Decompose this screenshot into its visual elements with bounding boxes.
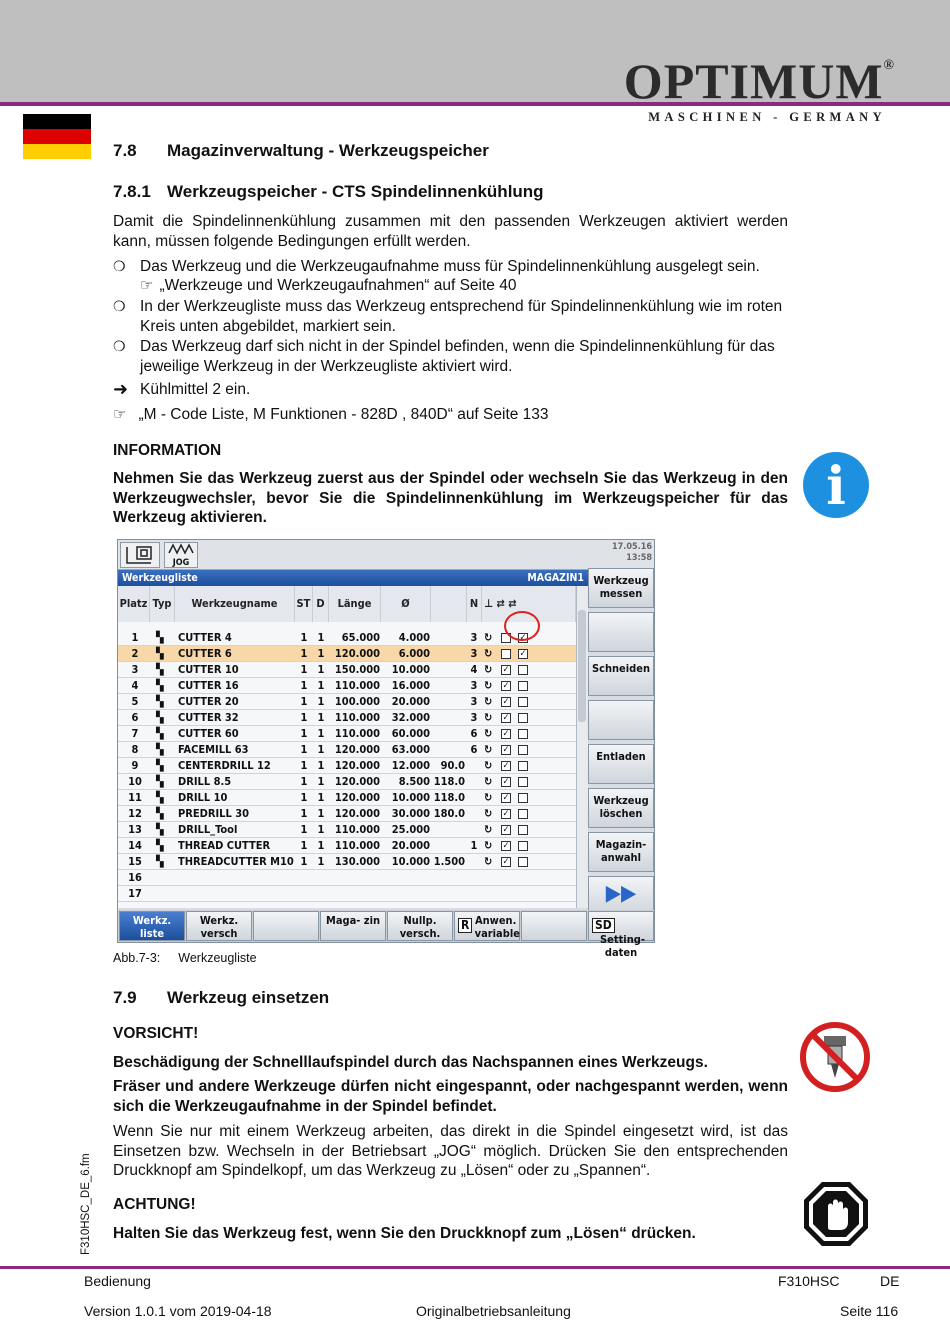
tool-type-icon: ▚ [156,695,164,708]
table-cell: 8.500 [398,775,430,788]
coolant-1-checkbox[interactable]: ✓ [502,697,510,707]
table-cell: CUTTER 6 [178,647,232,660]
table-cell: 1 [317,711,325,724]
table-cell: 120.000 [334,791,380,804]
table-cell: CUTTER 32 [178,711,239,724]
table-cell: 100.000 [334,695,380,708]
jog-mode-button[interactable]: JOG [164,542,198,568]
table-cell: 1 [300,759,308,772]
column-header: Typ [150,586,175,622]
list-item: ❍ Das Werkzeug und die Werkzeugaufnahme muss für Spindelinnenkühlung ausgelegt sein. [113,258,760,275]
softkey-label: Setting- daten [600,933,645,959]
table-cell: 5 [131,695,139,708]
table-cell: 63.000 [391,743,430,756]
vertical-softkeys [588,568,654,908]
table-cell: 20.000 [391,695,430,708]
table-row[interactable] [118,774,576,790]
table-cell: 1 [300,679,308,692]
tool-type-icon: ▚ [156,839,164,852]
table-cell: 20.000 [391,839,430,852]
softkey-horizontal[interactable] [387,911,453,941]
coolant-2-checkbox[interactable] [518,809,528,819]
spindle-direction-icon: ↻ [484,679,493,692]
softkey-horizontal[interactable] [521,911,587,941]
table-cell: 1 [470,839,478,852]
pointing-hand-icon: ☞ [113,406,127,423]
table-cell: CUTTER 20 [178,695,239,708]
table-cell: 6 [470,743,478,756]
cross-reference[interactable]: ☞ „M - Code Liste, M Funktionen - 828D , 840D“ auf Seite 133 [113,406,549,423]
table-cell: 15 [128,855,142,868]
softkey-horizontal[interactable] [454,911,520,941]
table-cell: 1 [300,775,308,788]
coolant-2-checkbox[interactable] [518,825,528,835]
footer-version: Version 1.0.1 vom 2019-04-18 [84,1303,272,1319]
column-header: Werkzeugname [175,586,295,622]
spindle-direction-icon: ↻ [484,663,493,676]
spindle-direction-icon: ↻ [484,759,493,772]
table-cell: THREADCUTTER M10 [178,855,294,868]
column-header: Platz [118,586,150,622]
table-cell: 110.000 [334,679,380,692]
table-cell: 3 [470,695,478,708]
table-cell: 6.000 [398,647,430,660]
table-cell: DRILL 10 [178,791,228,804]
softkey-label: Nullp. versch. [399,914,441,940]
coolant-2-checkbox[interactable] [518,697,528,707]
document-file-code: F310HSC_DE_6.fm [80,1153,92,1255]
table-cell: 118.0 [433,775,465,788]
table-cell: 12.000 [391,759,430,772]
softkey-label: Maga- zin [325,914,381,927]
footer-page: Seite 116 [840,1303,899,1319]
table-cell: 3 [470,631,478,644]
table-cell: 120.000 [334,743,380,756]
coolant-1-checkbox[interactable]: ✓ [502,825,510,835]
table-row[interactable] [118,870,576,886]
table-cell: 11 [128,791,142,804]
coolant-2-checkbox[interactable] [518,793,528,803]
body-paragraph: Wenn Sie nur mit einem Werkzeug arbeiten, das direkt in die Spindel eingesetzt wird, ist das Einsetzen bzw. Wechseln in der Betriebsart „JOG“ möglich. Drücken Sie den entsprechenden Druckknopf am Spindelkopf, um das Werkzeug zu „Lösen“ oder zu „Spannen“. [113,1123,788,1179]
table-cell: 10.000 [391,791,430,804]
table-cell: 1 [131,631,139,644]
information-icon: i [803,452,869,518]
table-cell: 7 [131,727,139,740]
table-cell: 60.000 [391,727,430,740]
spindle-direction-icon: ↻ [484,839,493,852]
column-header [431,586,467,622]
table-row[interactable] [118,678,576,694]
table-cell: 4 [470,663,478,676]
machine-icon[interactable] [120,542,160,568]
table-cell: 1 [300,823,308,836]
softkey-label: Anwen. variable [474,914,520,940]
table-row[interactable] [118,838,576,854]
table-cell: CENTERDRILL 12 [178,759,271,772]
table-cell: 1 [317,775,325,788]
arrow-right-icon: ➜ [113,379,129,399]
softkey-vertical[interactable]: ▶▶ [588,876,654,916]
table-cell: 1 [300,743,308,756]
softkey-horizontal[interactable] [119,911,185,941]
column-header: Länge [329,586,381,622]
section-heading-7-8: 7.8 Magazinverwaltung - Werkzeugspeicher [113,141,489,160]
coolant-1-checkbox[interactable]: ✓ [502,777,510,787]
table-cell: 110.000 [334,839,380,852]
table-cell: 3 [470,711,478,724]
table-cell: 1 [317,695,325,708]
table-cell: 10.000 [391,855,430,868]
coolant-2-checkbox[interactable] [518,777,528,787]
spindle-direction-icon: ↻ [484,743,493,756]
table-cell: 10 [128,775,142,788]
coolant-header-icons: ⊥ ⇄ ⇄ [482,586,576,622]
softkey-horizontal[interactable] [186,911,252,941]
table-cell: THREAD CUTTER [178,839,271,852]
screen-datetime: 17.05.16 13:58 [612,542,652,563]
softkey-vertical[interactable]: Entladen [588,744,654,784]
table-cell: 10.000 [391,663,430,676]
table-cell: 1 [300,631,308,644]
column-header: Ø [381,586,431,622]
table-cell: 1 [300,663,308,676]
german-flag-icon [23,114,91,159]
table-cell: 1 [317,759,325,772]
brand-tagline: MASCHINEN - GERMANY [648,110,886,124]
tool-type-icon: ▚ [156,759,164,772]
softkey-vertical[interactable] [588,700,654,740]
table-cell: 1 [317,839,325,852]
table-cell: 13 [128,823,142,836]
coolant-2-checkbox[interactable]: ✓ [519,633,527,643]
table-cell: 1 [317,727,325,740]
table-cell: 1 [317,679,325,692]
table-row[interactable] [118,854,576,870]
table-cell: 1 [317,631,325,644]
tool-type-icon: ▚ [156,631,164,644]
footer-doc-type: Originalbetriebsanleitung [416,1303,571,1319]
table-cell: 4 [131,679,139,692]
softkey-horizontal[interactable] [320,911,386,941]
table-cell: 120.000 [334,775,380,788]
spindle-direction-icon: ↻ [484,631,493,644]
attention-label: ACHTUNG! [113,1196,196,1213]
table-cell: 120.000 [334,807,380,820]
table-cell: 180.0 [433,807,465,820]
softkey-label: Werkz. versch [199,914,239,940]
footer-chapter: Bedienung [84,1273,151,1289]
table-cell: 16 [128,871,142,884]
list-item: ❍ In der Werkzeugliste muss das Werkzeug entsprechend für Spindelinnenkühlung wie im roten Kreis unten abgebildet, markiert sein. [113,298,783,335]
coolant-2-checkbox[interactable]: ✓ [519,649,527,659]
table-cell: CUTTER 60 [178,727,239,740]
table-cell: 4.000 [398,631,430,644]
table-cell: 1 [317,807,325,820]
table-cell: 1.500 [433,855,465,868]
coolant-1-checkbox[interactable] [501,649,511,659]
softkey-vertical[interactable] [588,612,654,652]
tool-type-icon: ▚ [156,647,164,660]
coolant-1-checkbox[interactable]: ✓ [502,761,510,771]
table-cell: 120.000 [334,647,380,660]
softkey-label: Werkz. liste [132,914,172,940]
table-cell: 6 [131,711,139,724]
table-cell: 32.000 [391,711,430,724]
highlight-circle [504,611,540,641]
table-row[interactable] [118,726,576,742]
table-cell: 1 [317,823,325,836]
table-cell: 3 [131,663,139,676]
table-cell: 3 [470,647,478,660]
pointing-hand-icon: ☞ [140,277,154,294]
table-cell: 8 [131,743,139,756]
spindle-direction-icon: ↻ [484,807,493,820]
table-cell: 1 [300,711,308,724]
table-row[interactable] [118,694,576,710]
softkey-vertical[interactable]: Werkzeug löschen [588,788,654,828]
info-label: INFORMATION [113,442,222,459]
table-cell: 1 [317,663,325,676]
table-cell: 118.0 [433,791,465,804]
table-cell: 65.000 [341,631,380,644]
table-cell: 16.000 [391,679,430,692]
spindle-direction-icon: ↻ [484,695,493,708]
softkey-prefix-icon: SD [592,918,615,933]
table-row[interactable] [118,806,576,822]
table-cell: 3 [470,679,478,692]
column-header: ST [295,586,313,622]
column-header: N [467,586,482,622]
table-row[interactable] [118,822,576,838]
tool-type-icon: ▚ [156,855,164,868]
softkey-horizontal[interactable] [253,911,319,941]
table-cell: 1 [317,743,325,756]
coolant-1-checkbox[interactable]: ✓ [502,681,510,691]
coolant-1-checkbox[interactable]: ✓ [502,857,510,867]
coolant-1-checkbox[interactable]: ✓ [502,729,510,739]
coolant-1-checkbox[interactable]: ✓ [502,793,510,803]
coolant-2-checkbox[interactable] [518,745,528,755]
table-cell: 30.000 [391,807,430,820]
coolant-2-checkbox[interactable] [518,665,528,675]
tool-type-icon: ▚ [156,823,164,836]
table-cell: 2 [131,647,139,660]
softkey-vertical[interactable]: Werkzeug messen [588,568,654,608]
attention-text: Halten Sie das Werkzeug fest, wenn Sie den Druckknopf zum „Lösen“ drücken. [113,1225,696,1242]
column-header: D [313,586,329,622]
table-row[interactable] [118,886,576,902]
table-row[interactable] [118,646,576,662]
table-cell: 9 [131,759,139,772]
tool-type-icon: ▚ [156,679,164,692]
tool-type-icon: ▚ [156,743,164,756]
footer-model: F310HSC [778,1273,840,1289]
screen-title-bar: Werkzeugliste MAGAZIN1 [118,570,588,586]
softkey-prefix-icon: R [458,918,472,933]
coolant-1-checkbox[interactable]: ✓ [502,745,510,755]
section-heading-7-8-1: 7.8.1 Werkzeugspeicher - CTS Spindelinnenkühlung [113,182,544,201]
table-cell: 1 [300,647,308,660]
table-cell: 1 [317,855,325,868]
table-cell: CUTTER 16 [178,679,239,692]
table-cell: 1 [300,855,308,868]
table-row[interactable] [118,790,576,806]
table-cell: 14 [128,839,142,852]
table-cell: 1 [300,695,308,708]
table-cell: 150.000 [334,663,380,676]
table-cell: 12 [128,807,142,820]
intro-paragraph: Damit die Spindelinnenkühlung zusammen mit den passenden Werkzeugen aktiviert werden kann, müssen folgende Bedingungen erfüllt werden. [113,213,788,250]
tool-type-icon: ▚ [156,807,164,820]
table-cell: 17 [128,887,142,900]
table-cell: 1 [300,807,308,820]
table-row[interactable] [118,710,576,726]
spindle-direction-icon: ↻ [484,727,493,740]
footer-language: DE [880,1273,900,1289]
step-item: ➜ Kühlmittel 2 ein. [113,379,251,399]
coolant-1-checkbox[interactable]: ✓ [502,841,510,851]
table-cell: 1 [300,727,308,740]
coolant-1-checkbox[interactable]: ✓ [502,713,510,723]
table-cell: PREDRILL 30 [178,807,249,820]
table-cell: 110.000 [334,711,380,724]
table-cell: 1 [300,839,308,852]
coolant-2-checkbox[interactable] [518,681,528,691]
brand-logo: OPTIMUM® [623,53,895,109]
coolant-2-checkbox[interactable] [518,713,528,723]
info-text: Nehmen Sie das Werkzeug zuerst aus der Spindel oder wechseln Sie das Werkzeug in den Werkzeugwechsler, bevor Sie die Spindelinnenkühlung im Werkzeugspeicher für das Werkzeug aktivieren. [113,470,788,526]
coolant-2-checkbox[interactable] [518,729,528,739]
table-cell: 1 [317,647,325,660]
caution-label: VORSICHT! [113,1025,199,1042]
no-retightening-icon [800,1022,870,1092]
coolant-1-checkbox[interactable]: ✓ [502,809,510,819]
screen-top-bar [118,540,654,570]
table-cell: 1 [300,791,308,804]
table-cell: 110.000 [334,727,380,740]
table-cell: CUTTER 4 [178,631,232,644]
table-cell: 110.000 [334,823,380,836]
table-cell: 25.000 [391,823,430,836]
scroll-thumb[interactable] [578,610,586,722]
table-row[interactable] [118,742,576,758]
caution-line-2: Fräser und andere Werkzeuge dürfen nicht eingespannt, oder nachgespannt werden, wenn sich die Werkzeugaufnahme in der Spindel befindet. [113,1078,788,1115]
spindle-direction-icon: ↻ [484,823,493,836]
stop-hand-icon [802,1180,870,1248]
coolant-2-checkbox[interactable] [518,761,528,771]
spindle-direction-icon: ↻ [484,647,493,660]
spindle-direction-icon: ↻ [484,711,493,724]
table-cell: 6 [470,727,478,740]
table-row[interactable] [118,662,576,678]
table-row[interactable] [118,758,576,774]
spindle-direction-icon: ↻ [484,855,493,868]
tool-type-icon: ▚ [156,663,164,676]
cross-reference[interactable]: ☞ „Werkzeuge und Werkzeugaufnahmen“ auf Seite 40 [140,277,517,294]
tool-type-icon: ▚ [156,727,164,740]
table-cell: 90.0 [440,759,465,772]
tool-type-icon: ▚ [156,775,164,788]
table-cell: 1 [317,791,325,804]
tool-type-icon: ▚ [156,791,164,804]
footer-divider [0,1266,950,1269]
table-cell: DRILL 8.5 [178,775,232,788]
softkey-vertical[interactable]: Magazin- anwahl [588,832,654,872]
table-cell: 120.000 [334,759,380,772]
table-cell: FACEMILL 63 [178,743,249,756]
table-cell: DRILL_Tool [178,823,238,836]
coolant-1-checkbox[interactable]: ✓ [502,665,510,675]
caution-line-1: Beschädigung der Schnelllaufspindel durch das Nachspannen eines Werkzeugs. [113,1054,708,1071]
section-heading-7-9: 7.9 Werkzeug einsetzen [113,988,330,1007]
list-item: ❍ Das Werkzeug darf sich nicht in der Spindel befinden, wenn die Spindelinnenkühlung für das jeweilige Werkzeug in der Werkzeugliste aktiviert wird. [113,338,775,375]
coolant-2-checkbox[interactable] [518,857,528,867]
softkey-horizontal[interactable] [588,911,654,959]
softkey-vertical[interactable]: Schneiden [588,656,654,696]
coolant-2-checkbox[interactable] [518,841,528,851]
spindle-direction-icon: ↻ [484,775,493,788]
table-cell: CUTTER 10 [178,663,239,676]
figure-caption: Abb.7-3: Werkzeugliste [113,951,257,965]
table-cell: 130.000 [334,855,380,868]
tool-type-icon: ▚ [156,711,164,724]
spindle-direction-icon: ↻ [484,791,493,804]
